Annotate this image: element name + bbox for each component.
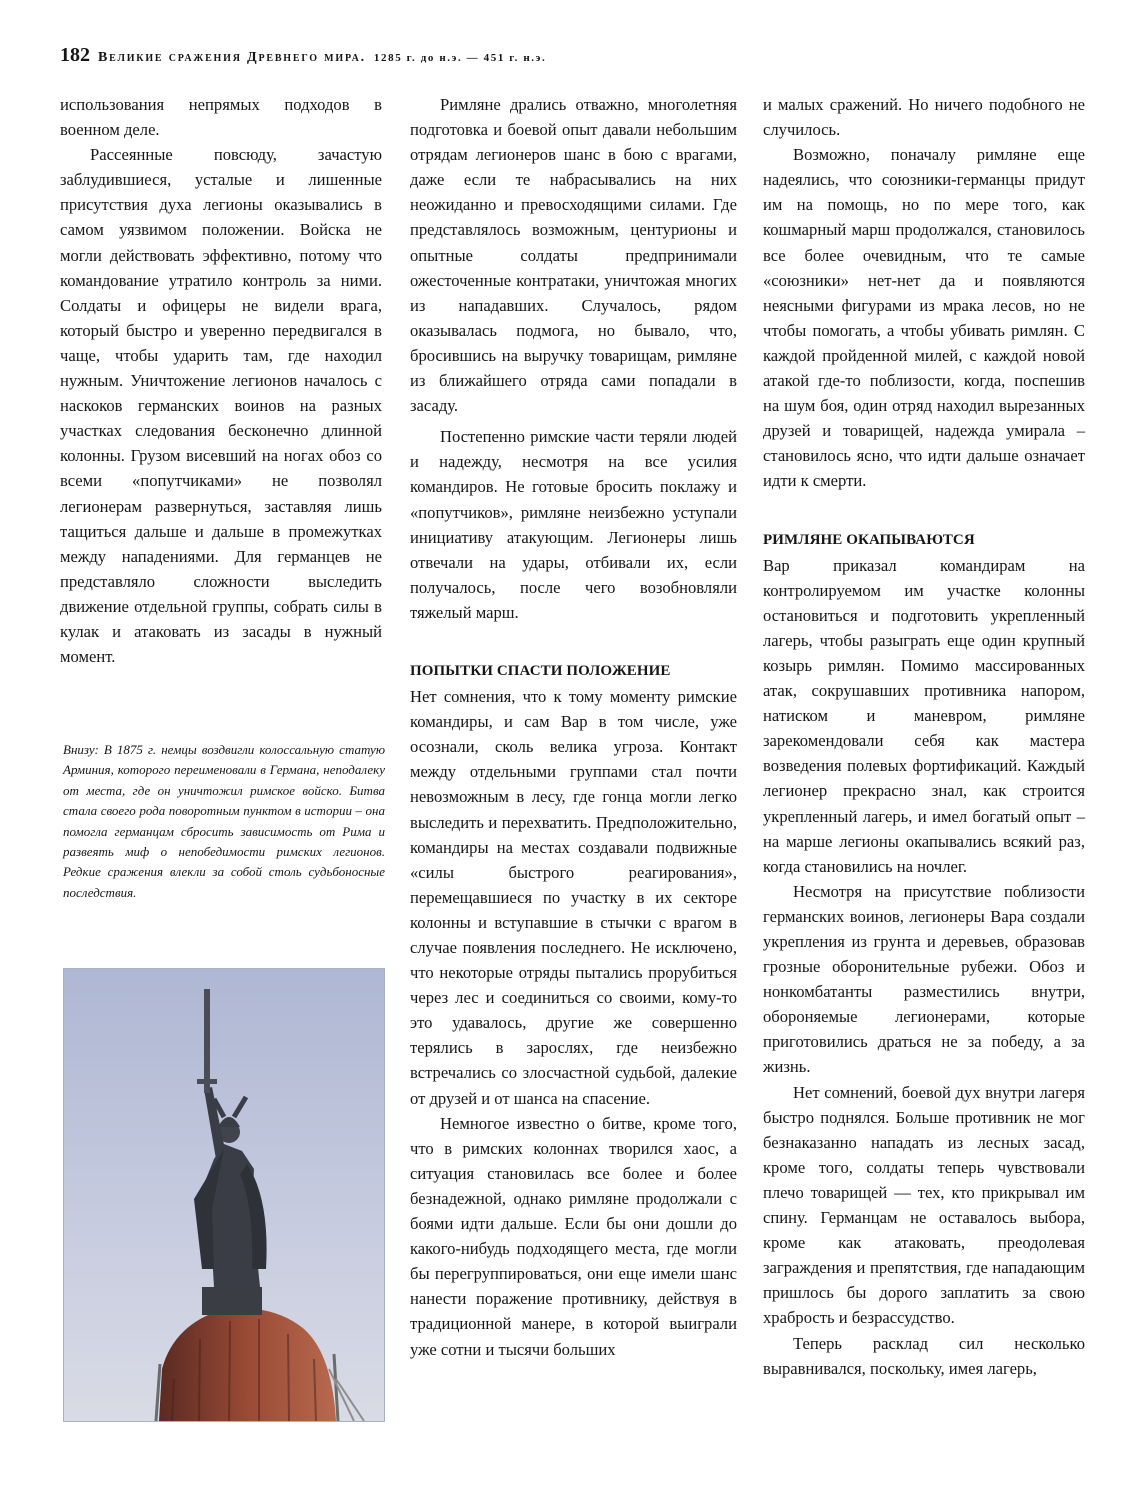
- paragraph: Возможно, поначалу римляне еще надеялись, что союзники-германцы придут им на помощь, но по мере того, как кошмарный марш продолжался, становилось все более очевидным, что те самые «союзники» нет-нет да и появляются неясными фигурами из мрака лесов, но не чтобы помогать, а чтобы убивать римлян. С каждой пройденной милей, с каждой новой атакой где-то поблизости, когда, поспешив на шум боя, один отряд находил вырезанных друзей и товарищей, надежда умирала – становилось ясно, что идти дальше означает идти к смерти.: [763, 145, 1085, 491]
- paragraph: Вар приказал командирам на контролируемом им участке колонны остановиться и подготовить укрепленный лагерь, чтобы разыграть еще один крупный козырь римлян. Помимо массированных атак, сокрушавших противника напором, натиском и маневром, римляне зарекомендовали себя как мастера возведения полевых фортификаций. Каждый легионер прекрасно знал, как строится укрепленный лагерь, и имел богатый опыт – на марше легионы окапывались всякий раз, когда становились на ночлег.: [763, 555, 1085, 876]
- paragraph: Постепенно римские части теряли людей и надежду, несмотря на все усилия командиров. Не готовые бросить поклажу и «попутчиков», римляне неизбежно уступали инициативу атакующим. Легионеры лишь отвечали на удары, отбивали их, если получалось, после чего возобновляли тяжелый марш.: [410, 427, 737, 622]
- running-header: [60, 44, 1100, 67]
- statue-photo: [63, 968, 385, 1422]
- text-column-2: [410, 92, 737, 1362]
- page-number: 182: [60, 44, 90, 66]
- paragraph: Нет сомнений, боевой дух внутри лагеря быстро поднялся. Больше противник не мог безнаказанно нападать из лесных засад, кроме того, солдаты теперь чувствовали плечо товарищей — тех, кто прикрывал им спину. Германцам не оставалось выбора, кроме как атаковать, преодолевая заграждения и препятствия, где нападающим пришлось бы дорого заплатить за свою храбрость и безрассудство.: [763, 1082, 1085, 1328]
- paragraph: использования непрямых подходов в военном деле.: [60, 95, 382, 140]
- paragraph: Римляне дрались отважно, многолетняя подготовка и боевой опыт давали небольшим отрядам легионеров шанс в бою с врагами, даже если те набрасывались на них неожиданно и превосходящими силами. Где представлялось возможным, центурионы и опытные солдаты предпринимали ожесточенные контратаки, уничтожая многих из нападавших. Случалось, рядом оказывалась подмога, но бывало, что, бросившись на выручку товарищам, римляне из ближайшего отряда сами попадали в засаду.: [410, 95, 737, 416]
- paragraph: Несмотря на присутствие поблизости германских воинов, легионеры Вара создали укрепления из грунта и деревьев, образовав грозные оборонительные рубежи. Обоз и нонкомбатанты разместились внутри, обороняемые легионерами, которые приготовились драться не за победу, а за жизнь.: [763, 881, 1085, 1077]
- text-column-3: [763, 92, 1085, 1381]
- text-column-1: [60, 92, 382, 669]
- arminius-statue-image: [64, 969, 384, 1421]
- paragraph: Немногое известно о битве, кроме того, что в римских колоннах творился хаос, а ситуация становилась все более и более безнадежной, однако римляне продолжали с боями идти дальше. Если бы они дошли до какого-нибудь подходящего места, где могли бы перегруппироваться, они еще имели шанс нанести поражение противнику, действуя в традиционной манере, в которой выиграли уже сотни и тысячи больших: [410, 1113, 737, 1359]
- date-range: 1285 г. до н.э. — 451 г. н.э.: [373, 52, 547, 64]
- section-heading: РИМЛЯНЕ ОКАПЫВАЮТСЯ: [763, 531, 975, 548]
- paragraph: Рассеянные повсюду, зачастую заблудившиеся, усталые и лишенные присутствия духа легионы оказывались в самом уязвимом положении. Войска не могли действовать эффективно, потому что командование утратило контроль за ними. Солдаты и офицеры не видели врага, который быстро и уверенно передвигался в чаще, чтобы ударить там, где находил нужным. Уничтожение легионов началось с наскоков германских воинов на разных участках следования бесконечно длинной колонны. Грузом висевший на ногах обоз со всеми «попутчиками» не позволял легионерам развернуться, заставляя лишь тащиться дальше и дальше в промежутках между нападениями. Для германцев не представляло сложности выследить движение отдельной группы, собрать силы в кулак и атаковать из засады в нужный момент.: [60, 145, 382, 667]
- section-heading: ПОПЫТКИ СПАСТИ ПОЛОЖЕНИЕ: [410, 662, 671, 679]
- book-title: Великие сражения Древнего мира.: [98, 50, 366, 65]
- paragraph: Нет сомнения, что к тому моменту римские командиры, и сам Вар в том числе, уже осознали, сколь велика угроза. Контакт между отдельными группами стал почти невозможным в лесу, где гонца могли легко выследить и перехватить. Предположительно, командиры на местах создавали подвижные «силы быстрого реагирования», перемещавшиеся по участку в их секторе колонны и вступавшие в стычки с врагом в случае появления последнего. Не исключено, что некоторые отряды пытались прорубиться через лес и соединиться со своими, кому-то это удавалось, другие же совершенно терялись в зарослях, где неизбежно встречались со злосчастной судьбой, далекие от друзей и от шанса на спасение.: [410, 687, 737, 1108]
- paragraph: и малых сражений. Но ничего подобного не случилось.: [763, 95, 1085, 140]
- paragraph: Теперь расклад сил несколько выравнивался, поскольку, имея лагерь,: [763, 1333, 1085, 1378]
- photo-caption: Внизу: В 1875 г. немцы воздвигли колоссальную статую Арминия, которого переименовали в Германа, неподалеку от места, где он уничтожил римское войско. Битва стала своего рода поворотным пунктом в истории – она помогла германцам сбросить зависимость от Рима и развеять миф о непобедимости римских легионов. Редкие сражения влекли за собой столь судьбоносные последствия.: [63, 742, 385, 900]
